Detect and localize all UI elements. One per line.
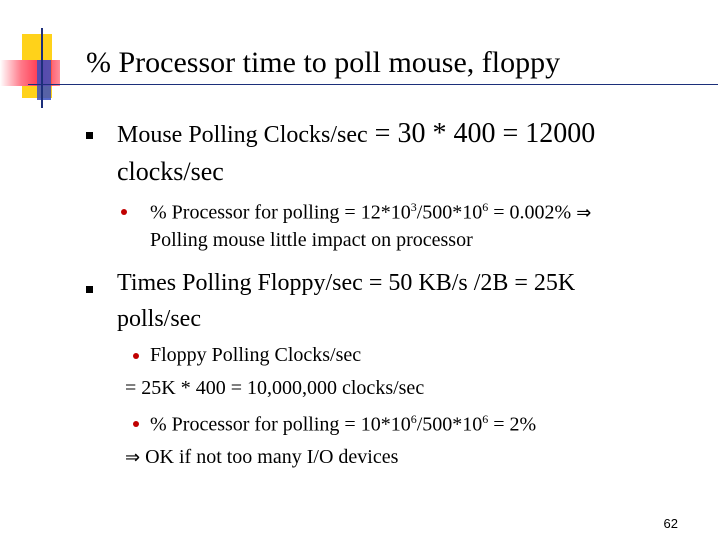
block-line2: = 25K * 400 = 10,000,000 clocks/sec [125, 377, 425, 399]
sub-bullet-dot-3 [133, 421, 139, 427]
implies-arrow-icon: ⇒ [576, 202, 592, 224]
bullet2-line2: polls/sec [117, 306, 201, 332]
block-line3 [150, 412, 536, 437]
bullet-square-1 [86, 132, 93, 139]
block-line1: Floppy Polling Clocks/sec [150, 344, 362, 366]
sub1-line2: Polling mouse little impact on processor [150, 229, 473, 251]
decor-vertical-line [41, 28, 43, 108]
block-line4 [125, 446, 398, 469]
bullet1-formula: = 30 * 400 = 12000 [367, 118, 596, 149]
bullet2-line1 [117, 270, 575, 297]
block-text-a: % Processor for polling = 10*10 [150, 413, 411, 436]
page-number: 62 [663, 516, 678, 531]
decor-red-bar [0, 60, 60, 86]
bullet2-label: Times Polling Floppy/sec [117, 270, 363, 296]
block-text-b: /500*10 [416, 413, 483, 436]
sub1-text-c: = 0.002% [488, 201, 577, 224]
slide-title: % Processor time to poll mouse, floppy [86, 46, 561, 79]
implies-arrow-icon: ⇒ [125, 447, 141, 468]
sub-bullet-dot-1 [121, 209, 127, 215]
sub1-exp1: 3 [410, 200, 417, 214]
block-line4-text: OK if not too many I/O devices [140, 446, 399, 468]
sub1-text-a: % Processor for polling = 12*10 [150, 201, 411, 224]
bullet1-line2: clocks/sec [117, 157, 224, 186]
sub1-text-b: /500*10 [416, 201, 483, 224]
title-underline [28, 84, 718, 85]
sub1-line1 [150, 200, 591, 225]
block-exp1: 6 [410, 412, 417, 426]
block-exp2: 6 [482, 412, 489, 426]
bullet2-formula: = 50 KB/s /2B = 25K [362, 270, 576, 296]
bullet1-label: Mouse Polling Clocks/sec [117, 122, 368, 148]
decor-blue-square [37, 60, 51, 100]
bullet1-line1 [117, 118, 595, 150]
bullet-square-2 [86, 286, 93, 293]
block-text-c: = 2% [488, 413, 537, 436]
sub1-exp2: 6 [482, 200, 489, 214]
sub-bullet-dot-2 [133, 353, 139, 359]
